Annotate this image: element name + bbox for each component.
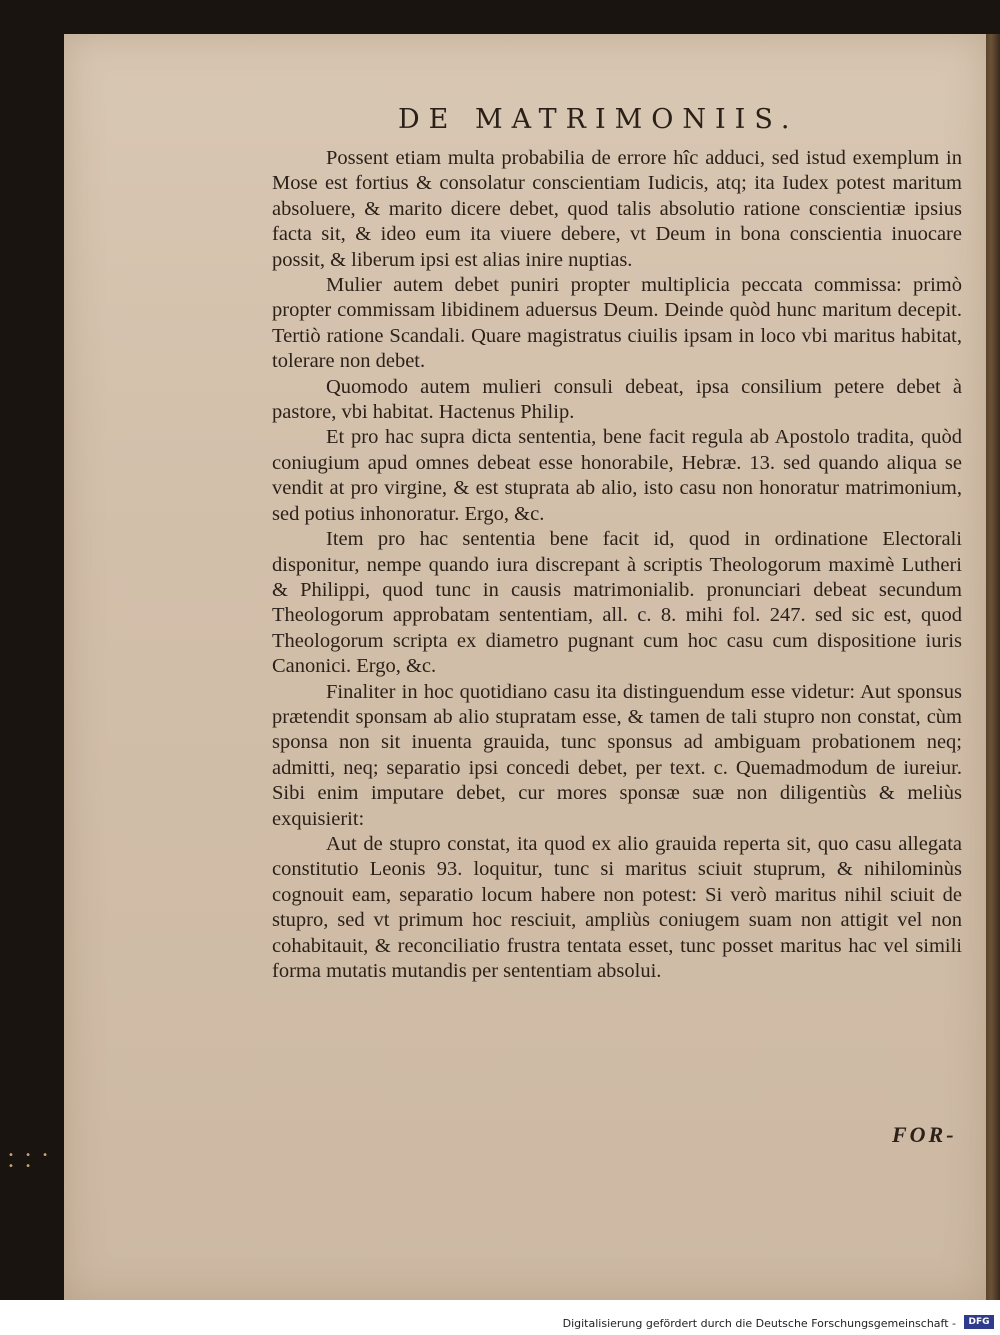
binding-dots: • • • • • bbox=[8, 1150, 53, 1172]
paragraph: Possent etiam multa probabilia de errore hîc adduci, sed istud exemplum in Mose est fortius & consolatur conscientiam Iudicis, atq; ita Iudex potest maritum absoluere, & marito dicere debet, quod talis absolutio ratione conscientiæ ipsius facta sit, & ideo eum ita viuere debere, vt Deum in bona conscientia inuocare possit, & liberum ipsi est alias inire nuptias. bbox=[272, 147, 962, 271]
paragraph: Quomodo autem mulieri consuli debeat, ipsa consilium petere debet à pastore, vbi habitat. Hactenus Philip. bbox=[272, 375, 962, 424]
paragraph: Finaliter in hoc quotidiano casu ita distinguendum esse videtur: Aut sponsus prætendit sponsam ab alio stupratam esse, & tamen de tali stupro non constat, cùm sponsa non sit inuenta grauida, tunc sponsus ad ambiguam probationem neq; admitti, neq; separatio ipsi concedi debet, per text. c. Quemadmodum de iureiur. Sibi enim imputare debet, cur mores sponsæ suæ non diligentiùs & meliùs exquisierit: bbox=[272, 680, 962, 830]
paragraph: Item pro hac sententia bene facit id, quod in ordinatione Electorali disponitur, nempe quando iura discrepant à scriptis Theologorum maximè Lutheri & Philippi, quod tunc in causis matrimonialib. pronunciari debeat secundum Theologorum approbatam sententiam, all. c. 8. mihi fol. 247. sed sic est, quod Theologorum scripta ex diametro pugnant cum hoc casu cum dispositione iuris Canonici. Ergo, &c. bbox=[272, 528, 962, 678]
funding-credit: Digitalisierung gefördert durch die Deutsche Forschungsgemeinschaft - bbox=[562, 1317, 956, 1330]
paragraph: Mulier autem debet puniri propter multiplicia peccata commissa: primò propter commissam libidinem aduersus Deum. Deinde quòd hunc maritum decepit. Tertiò ratione Scandali. Quare magistratus ciuilis ipsam in loco vbi maritus habitat, tolerare non debet. bbox=[272, 274, 962, 373]
running-head: DE MATRIMONIIS. bbox=[398, 104, 799, 135]
paragraph: Aut de stupro constat, ita quod ex alio grauida reperta sit, quo casu allegata constitutio Leonis 93. loquitur, tunc si maritus sciuit stuprum, & nihilominùs cognouit eam, separatio locum habere non potest: Si verò maritus nihil sciuit de stupro, sed vt primum hoc resciuit, ampliùs coniugem suam non attigit vel non cohabitauit, & reconciliatio frustra tentata esset, tunc posset maritus hac vel simili forma mutatis mutandis per sententiam absolui. bbox=[272, 832, 962, 982]
catchword: FOR- bbox=[892, 1122, 957, 1147]
paragraph: Et pro hac supra dicta sententia, bene facit regula ab Apostolo tradita, quòd coniugium apud omnes debeat esse honorabile, Hebræ. 13. sed quando aliqua se vendit at pro virgine, & est stuprata ab alio, isto casu non honoratur matrimonium, sed potius inhonoratur. Ergo, &c. bbox=[272, 426, 962, 525]
page-body bbox=[272, 146, 962, 984]
dfg-logo: DFG bbox=[964, 1315, 994, 1329]
